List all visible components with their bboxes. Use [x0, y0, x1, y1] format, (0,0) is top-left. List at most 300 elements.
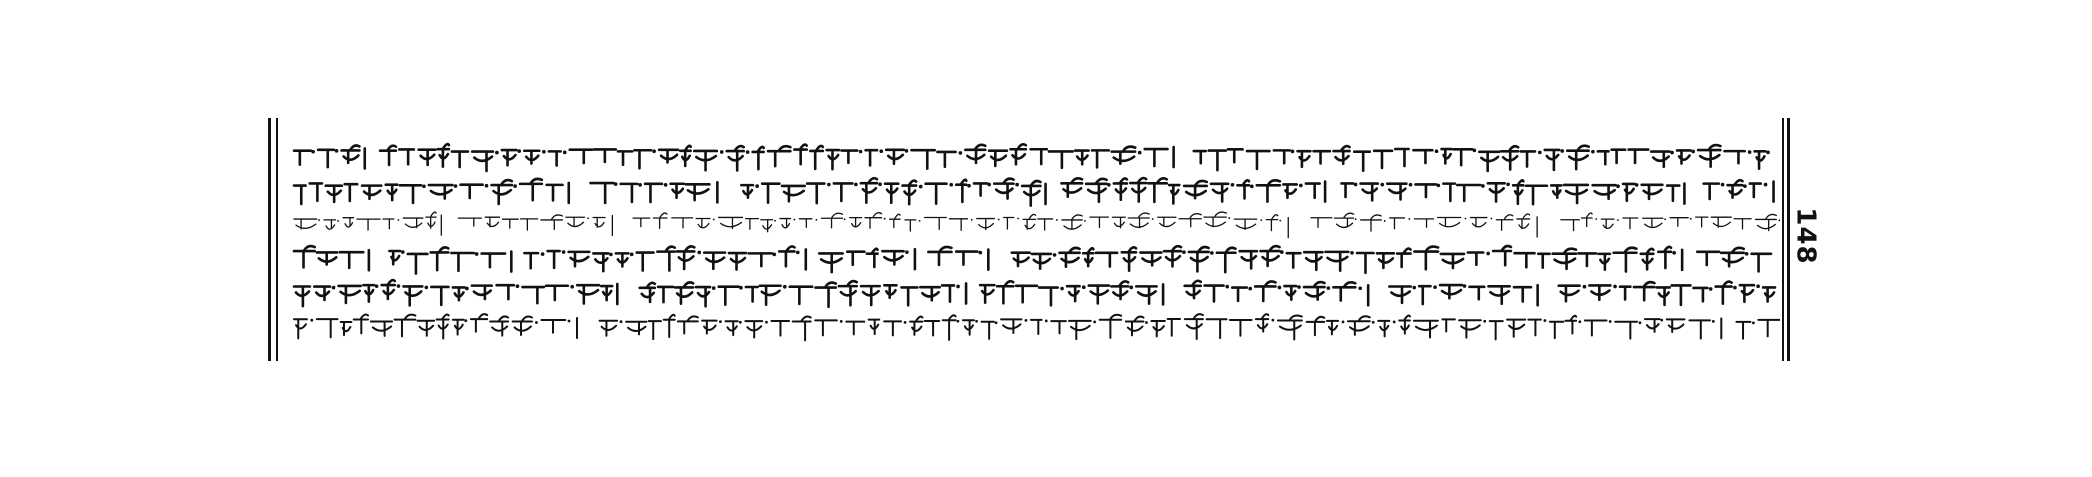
tsheg-mark [1433, 285, 1437, 289]
script-glyph [1667, 319, 1685, 332]
script-glyph [600, 321, 618, 336]
tsheg-mark [987, 183, 991, 187]
script-glyph [1470, 287, 1485, 299]
script-glyph [779, 246, 794, 266]
tsheg-mark [755, 184, 759, 188]
tsheg-mark [638, 183, 642, 187]
script-glyph [1151, 321, 1164, 336]
script-glyph [1634, 282, 1654, 300]
tsheg-mark [620, 320, 623, 323]
script-glyph [1589, 285, 1610, 299]
script-glyph [1304, 282, 1324, 300]
script-glyph [1643, 218, 1663, 227]
tsheg-mark [720, 150, 724, 154]
script-glyph [925, 321, 940, 336]
script-glyph [1247, 151, 1269, 169]
tsheg-mark [1053, 253, 1057, 257]
script-glyph [780, 219, 791, 228]
script-glyph [1672, 285, 1691, 304]
script-glyph [310, 183, 322, 200]
script-glyph [1564, 185, 1588, 203]
tsheg-mark [1690, 218, 1692, 220]
script-glyph [458, 218, 481, 226]
script-glyph [949, 219, 967, 230]
tsheg-mark [967, 184, 971, 188]
script-glyph [601, 286, 612, 300]
script-glyph [294, 286, 310, 306]
script-glyph [1168, 319, 1180, 336]
tsheg-mark [697, 251, 701, 255]
tsheg-mark [1145, 321, 1148, 324]
script-glyph [928, 247, 951, 265]
script-glyph [1158, 217, 1176, 226]
tsheg-mark [844, 218, 846, 220]
script-glyph [746, 287, 758, 301]
script-glyph [408, 254, 428, 274]
script-glyph [524, 151, 539, 164]
script-glyph [1378, 321, 1389, 336]
script-glyph [451, 253, 473, 271]
script-glyph [343, 218, 353, 227]
script-glyph [1114, 178, 1127, 199]
tsheg-mark [1060, 287, 1064, 291]
script-glyph [1501, 146, 1518, 169]
script-glyph [1698, 145, 1720, 167]
script-glyph [994, 179, 1013, 199]
script-glyph [1209, 151, 1226, 171]
script-glyph [1232, 288, 1247, 301]
tsheg-mark [1609, 320, 1612, 323]
script-glyph [974, 183, 987, 195]
tsheg-mark [859, 150, 863, 154]
script-glyph [362, 186, 381, 199]
tsheg-mark [310, 319, 313, 322]
script-glyph [1257, 180, 1280, 201]
script-glyph [839, 281, 857, 305]
tsheg-mark [949, 183, 953, 187]
script-glyph [1670, 218, 1688, 227]
script-glyph [645, 184, 662, 202]
script-glyph [1390, 218, 1405, 229]
tsheg-mark [609, 253, 613, 257]
tsheg-mark [516, 284, 520, 288]
script-glyph [340, 252, 363, 268]
script-glyph [1228, 149, 1243, 162]
script-glyph [472, 286, 492, 299]
script-glyph [799, 219, 811, 227]
script-glyph [657, 247, 674, 271]
script-glyph [1283, 184, 1296, 197]
script-glyph [725, 321, 737, 335]
script-glyph [1704, 184, 1719, 199]
script-glyph [1623, 218, 1638, 229]
script-glyph [482, 254, 505, 268]
script-glyph [762, 184, 779, 203]
tsheg-mark [397, 284, 401, 288]
script-glyph [1092, 150, 1109, 167]
tsheg-mark [1490, 218, 1492, 220]
tsheg-mark [1437, 184, 1441, 188]
tsheg-mark [375, 284, 379, 288]
script-glyph [807, 184, 824, 204]
tsheg-mark [587, 217, 589, 219]
tsheg-mark [335, 149, 339, 153]
script-glyph [1414, 219, 1433, 227]
script-glyph [357, 219, 380, 230]
script-glyph [771, 321, 789, 336]
script-glyph [1470, 218, 1486, 227]
script-glyph [834, 183, 853, 201]
script-glyph [867, 249, 878, 267]
script-glyph [616, 253, 629, 266]
script-glyph [1237, 180, 1249, 198]
script-glyph [649, 321, 661, 339]
script-glyph [400, 185, 421, 203]
script-glyph [380, 146, 396, 165]
script-glyph [1039, 288, 1058, 306]
script-glyph [324, 220, 336, 229]
tsheg-mark [1743, 184, 1747, 188]
script-glyph [1354, 152, 1369, 171]
script-glyph [963, 320, 974, 334]
tsheg-mark [1578, 320, 1581, 323]
script-glyph [749, 253, 772, 266]
script-glyph [861, 286, 880, 305]
script-glyph [675, 282, 693, 303]
script-glyph [1545, 150, 1559, 170]
script-glyph [925, 217, 947, 229]
script-glyph [696, 218, 710, 227]
script-glyph [1361, 215, 1382, 231]
script-glyph [437, 314, 449, 338]
tsheg-mark [1672, 251, 1676, 255]
script-glyph [431, 287, 448, 305]
script-glyph [997, 281, 1013, 303]
script-glyph [317, 319, 338, 337]
script-glyph [633, 218, 650, 226]
tsheg-mark [1350, 251, 1354, 255]
tsheg-mark [1465, 218, 1467, 220]
script-glyph [1130, 178, 1146, 202]
tsheg-mark [1260, 219, 1262, 221]
script-glyph [1645, 319, 1660, 332]
tsheg-mark [1107, 183, 1111, 187]
script-glyph [653, 213, 667, 228]
text-lines [290, 140, 1780, 344]
script-glyph [672, 218, 693, 228]
script-glyph [577, 285, 599, 303]
script-glyph [294, 151, 311, 165]
tsheg-mark [1278, 286, 1282, 290]
tsheg-mark [1093, 320, 1096, 323]
script-glyph [1189, 247, 1209, 271]
script-glyph [1711, 217, 1731, 227]
script-glyph [593, 217, 605, 227]
tsheg-mark [1639, 321, 1642, 324]
tsheg-mark [1279, 220, 1281, 222]
script-glyph [1443, 184, 1455, 201]
tsheg-mark [713, 219, 715, 221]
script-glyph [746, 219, 759, 230]
script-glyph [677, 246, 694, 269]
script-glyph [1559, 286, 1580, 302]
script-glyph [1493, 246, 1511, 265]
tsheg-mark [1691, 150, 1695, 154]
script-glyph [745, 321, 762, 337]
left-outer-rule [268, 118, 271, 361]
tsheg-mark [796, 251, 800, 255]
script-glyph [1255, 281, 1275, 301]
tsheg-mark [1152, 218, 1154, 220]
script-glyph [453, 287, 465, 300]
right-outer-rule [1787, 118, 1790, 361]
script-glyph [882, 251, 903, 264]
script-glyph [790, 287, 812, 304]
script-glyph [1075, 151, 1088, 165]
script-glyph [1601, 219, 1614, 228]
script-glyph [1342, 183, 1354, 197]
tsheg-mark [774, 220, 776, 222]
script-glyph [1069, 321, 1091, 339]
script-glyph [761, 220, 773, 232]
script-glyph [1514, 287, 1531, 301]
text-line [290, 310, 1780, 344]
script-glyph [294, 219, 317, 229]
tsheg-mark [1327, 286, 1331, 290]
script-glyph [640, 283, 655, 302]
tsheg-mark [1756, 284, 1760, 288]
script-glyph [980, 285, 994, 302]
script-glyph [524, 253, 538, 268]
tsheg-mark [854, 183, 858, 187]
script-glyph [453, 320, 464, 335]
tsheg-mark [957, 320, 960, 323]
script-glyph [1204, 212, 1226, 227]
script-glyph [753, 147, 764, 169]
script-glyph [314, 287, 330, 300]
tsheg-mark [401, 250, 405, 254]
script-glyph [926, 184, 947, 204]
tsheg-mark [517, 149, 521, 153]
script-glyph [497, 285, 514, 299]
script-glyph [1488, 286, 1509, 303]
script-glyph [1395, 149, 1408, 166]
script-glyph [339, 286, 361, 303]
tsheg-mark [1372, 321, 1375, 324]
tsheg-mark [739, 286, 743, 290]
script-glyph [1334, 146, 1350, 164]
script-glyph [1561, 220, 1580, 231]
tsheg-mark [1025, 319, 1028, 322]
tsheg-mark [1355, 218, 1357, 220]
script-glyph [1526, 186, 1547, 204]
tsheg-mark [815, 219, 817, 221]
script-glyph [419, 150, 436, 165]
tsheg-mark [425, 286, 429, 290]
script-glyph [1128, 213, 1149, 227]
script-glyph [431, 247, 449, 270]
tsheg-mark [464, 319, 467, 322]
script-glyph [989, 151, 1007, 166]
tsheg-mark [765, 321, 768, 324]
tsheg-mark [332, 286, 336, 290]
tsheg-mark [840, 320, 843, 323]
script-glyph [1642, 185, 1663, 199]
script-glyph [1306, 184, 1320, 198]
tsheg-mark [1299, 184, 1303, 188]
tsheg-mark [465, 287, 469, 291]
script-glyph [1693, 288, 1707, 301]
script-glyph [318, 150, 334, 167]
tsheg-mark [1778, 220, 1780, 222]
script-glyph [1311, 218, 1332, 228]
script-glyph [866, 150, 877, 165]
script-glyph [1551, 185, 1561, 197]
script-glyph [1387, 184, 1406, 200]
tsheg-mark [1291, 150, 1295, 154]
tsheg-mark [1745, 252, 1749, 256]
tsheg-mark [979, 251, 983, 255]
script-glyph [1598, 254, 1610, 270]
text-line [290, 242, 1780, 276]
script-glyph [341, 322, 352, 335]
tsheg-mark [1538, 151, 1542, 155]
script-glyph [1496, 215, 1512, 230]
script-glyph [1086, 179, 1106, 202]
script-glyph [1357, 253, 1373, 273]
script-glyph [1051, 321, 1066, 333]
script-glyph [727, 146, 744, 170]
script-glyph [403, 286, 422, 305]
tsheg-mark [772, 253, 776, 257]
script-glyph [1620, 287, 1630, 300]
tsheg-mark [956, 285, 960, 289]
tsheg-mark [1384, 220, 1386, 222]
tsheg-mark [1182, 250, 1186, 254]
script-glyph [1612, 150, 1626, 163]
script-glyph [847, 252, 864, 265]
script-glyph [1234, 219, 1256, 229]
script-glyph [371, 321, 392, 335]
script-glyph [1298, 151, 1311, 167]
tsheg-mark [1409, 183, 1413, 187]
script-glyph [1194, 151, 1206, 163]
script-glyph [1488, 183, 1505, 201]
script-glyph [492, 180, 512, 204]
script-glyph [850, 218, 862, 227]
folio-number-text: 148 [1791, 207, 1821, 265]
script-glyph [389, 251, 400, 264]
tsheg-mark [975, 320, 978, 323]
tsheg-mark [630, 253, 634, 257]
script-glyph [395, 315, 416, 337]
script-glyph [794, 145, 806, 165]
script-glyph [1565, 316, 1576, 334]
tsheg-mark [541, 252, 545, 256]
script-glyph [1261, 246, 1280, 266]
tsheg-mark [1613, 285, 1617, 289]
tsheg-mark [1228, 217, 1230, 219]
script-glyph [1550, 322, 1564, 338]
tsheg-mark [495, 151, 499, 155]
script-glyph [417, 321, 434, 336]
script-glyph [591, 183, 614, 203]
tsheg-mark [1481, 184, 1485, 188]
script-glyph [1468, 252, 1483, 264]
script-glyph [1593, 185, 1616, 199]
script-glyph [1515, 253, 1535, 267]
script-glyph [1419, 286, 1430, 304]
script-glyph [513, 316, 532, 335]
script-glyph [399, 149, 414, 164]
tsheg-mark [1017, 218, 1019, 220]
script-glyph [1538, 254, 1549, 268]
script-glyph [1756, 214, 1777, 230]
tsheg-mark [614, 182, 618, 186]
script-glyph [865, 213, 882, 229]
script-glyph [1414, 321, 1438, 338]
script-glyph [1667, 186, 1679, 201]
script-glyph [1507, 320, 1525, 337]
script-glyph [383, 219, 394, 229]
script-glyph [548, 251, 560, 268]
script-glyph [741, 185, 753, 197]
script-glyph [1089, 286, 1109, 304]
script-glyph [1307, 317, 1325, 335]
tsheg-mark [1342, 320, 1345, 323]
script-glyph [461, 185, 483, 198]
script-glyph [569, 252, 590, 266]
tsheg-mark [1748, 150, 1752, 154]
script-glyph [816, 283, 836, 307]
script-glyph [1734, 219, 1751, 229]
script-glyph [1629, 150, 1649, 163]
script-glyph [1413, 150, 1432, 163]
left-inner-rule [276, 118, 278, 361]
script-glyph [1348, 316, 1370, 335]
tsheg-mark [1595, 218, 1597, 220]
tsheg-mark [959, 151, 963, 155]
script-glyph [1112, 147, 1135, 164]
script-glyph [1441, 254, 1464, 268]
tsheg-mark [1250, 184, 1254, 188]
script-glyph [1414, 247, 1438, 270]
script-glyph [1755, 151, 1766, 168]
script-glyph [956, 252, 977, 265]
tsheg-mark [475, 252, 479, 256]
script-glyph [1185, 281, 1201, 298]
script-glyph [471, 314, 487, 332]
tsheg-mark [878, 182, 882, 186]
tsheg-mark [827, 183, 831, 187]
script-glyph [1001, 319, 1021, 333]
script-glyph [549, 151, 561, 165]
text-line [290, 174, 1780, 208]
script-glyph [438, 144, 449, 166]
tsheg-mark [1280, 250, 1284, 254]
script-glyph [386, 185, 398, 200]
script-glyph [1442, 319, 1454, 331]
script-glyph [903, 181, 917, 205]
tsheg-mark [652, 149, 656, 153]
script-glyph [1567, 146, 1588, 169]
script-glyph [1651, 152, 1669, 167]
script-glyph [1326, 252, 1349, 271]
text-line [290, 140, 1780, 174]
tsheg-mark [971, 219, 973, 221]
script-glyph [547, 185, 563, 201]
tsheg-mark [879, 149, 883, 153]
